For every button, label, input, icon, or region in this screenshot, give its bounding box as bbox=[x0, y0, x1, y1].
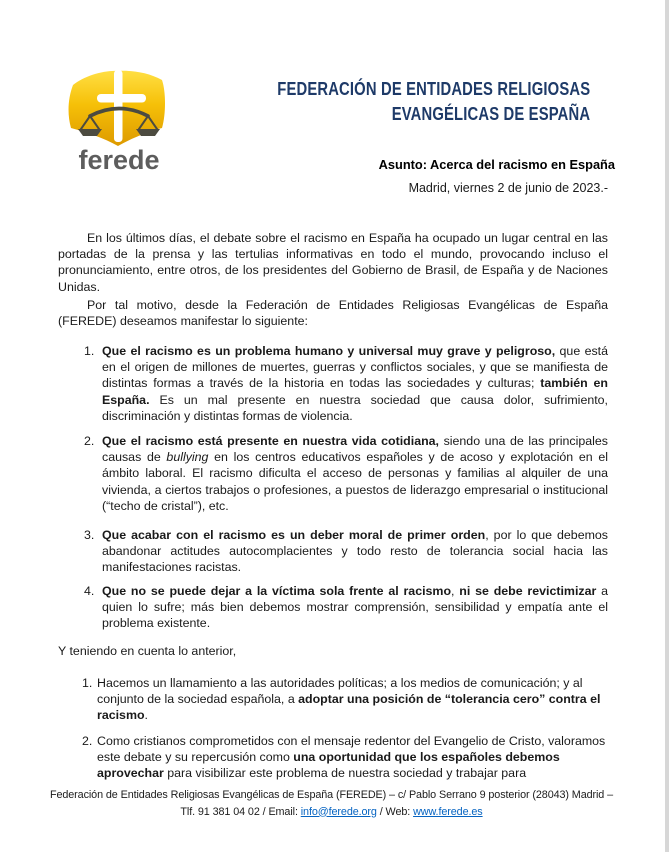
list-number: 2. bbox=[82, 734, 93, 748]
text-run: ni se debe revictimizar bbox=[459, 584, 597, 598]
list-item-text bbox=[97, 733, 608, 782]
text-run: , bbox=[451, 584, 460, 598]
list-b-item-2 bbox=[58, 733, 608, 782]
footer-contacts bbox=[0, 804, 663, 821]
website-link[interactable]: www.ferede.es bbox=[413, 805, 483, 818]
list-number: 2. bbox=[84, 434, 95, 448]
text-run: Hacemos un llamamiento a las autoridades políticas; a los medios de comunicación; y al conjunto de la sociedad española, a bbox=[97, 676, 583, 707]
list-a-item-1 bbox=[58, 343, 608, 424]
text-run: una oportunidad que los españoles debemos aprovechar bbox=[97, 750, 560, 781]
list-number: 4. bbox=[84, 584, 95, 598]
list-item-text bbox=[102, 343, 608, 424]
text-run: Como cristianos comprometidos con el mensaje redentor del Evangelio de Cristo, valoramos este debate y su repercusión como bbox=[97, 734, 606, 765]
transition-line: Y teniendo en cuenta lo anterior, bbox=[58, 644, 237, 658]
org-title bbox=[277, 76, 590, 126]
list-item-text bbox=[97, 675, 608, 724]
list-a-item-2 bbox=[58, 433, 608, 514]
text-run: Que acabar con el racismo es un deber moral de primer orden bbox=[102, 528, 486, 542]
page-footer bbox=[0, 787, 663, 820]
text-run: Que el racismo está presente en nuestra vida cotidiana, bbox=[102, 434, 439, 448]
text-run: a quien lo sufre; más bien debemos mostrar comprensión, sensibilidad y empatía ante el problema existente. bbox=[102, 584, 608, 631]
text-run: adoptar una posición de “tolerancia cero” contra el racismo bbox=[97, 692, 601, 723]
list-item-text bbox=[102, 433, 608, 514]
text-run: siendo una de las principales causas de bbox=[102, 434, 608, 465]
text-run: también en España. bbox=[102, 376, 608, 407]
text-run: en los centros educativos españoles y de acoso y explotación en el ámbito laboral. El racismo dificulta el acceso de personas y familias al alquiler de una vivienda, a ciertos trabajos o profesiones, a puestos de liderazgo empresarial o institucional (“techo de cristal”), etc. bbox=[102, 450, 608, 513]
text-run: / Web: bbox=[376, 805, 414, 818]
motive-paragraph: Por tal motivo, desde la Federación de Entidades Religiosas Evangélicas de España (FEREDE) deseamos manifestar lo siguiente: bbox=[58, 298, 608, 329]
logo-wordmark: ferede bbox=[78, 145, 160, 175]
list-item-text bbox=[102, 527, 608, 576]
list-item-text bbox=[102, 583, 608, 632]
list-a-item-4 bbox=[58, 583, 608, 632]
list-number: 1. bbox=[82, 676, 93, 690]
text-run: para visibilizar este problema de nuestra sociedad y trabajar para bbox=[163, 766, 527, 781]
subject-line: Asunto: Acerca del racismo en España bbox=[378, 157, 615, 172]
footer-address: Federación de Entidades Religiosas Evangélicas de España (FEREDE) – c/ Pablo Serrano 9 posterior (28043) Madrid – bbox=[49, 789, 614, 801]
intro-paragraph: En los últimos días, el debate sobre el racismo en España ha ocupado un lugar central en las portadas de la prensa y las tertulias informativas en todo el mundo, provocando incluso el pronunciamiento, entre otros, de los presidentes del Gobierno de Brasil, de España y de Naciones Unidas. bbox=[58, 231, 608, 294]
text-run: bullying bbox=[166, 450, 209, 465]
list-number: 3. bbox=[84, 528, 95, 542]
ferede-logo-graphic bbox=[60, 62, 172, 178]
text-run: Que no se puede dejar a la víctima sola frente al racismo bbox=[102, 584, 452, 598]
text-run: Tlf. 91 381 04 02 / Email: bbox=[180, 805, 301, 818]
org-title-line1: FEDERACIÓN DE ENTIDADES RELIGIOSAS bbox=[277, 78, 590, 99]
list-number: 1. bbox=[84, 344, 95, 358]
text-run: . bbox=[144, 708, 148, 723]
org-title-line2: EVANGÉLICAS DE ESPAÑA bbox=[391, 103, 590, 124]
date-line: Madrid, viernes 2 de junio de 2023.- bbox=[408, 181, 608, 195]
list-a-item-3 bbox=[58, 527, 608, 576]
list-b-item-1 bbox=[58, 675, 608, 724]
text-run: Que el racismo es un problema humano y universal muy grave y peligroso, bbox=[102, 344, 556, 358]
text-run: que está en el origen de millones de muertes, guerras y conflictos sociales, y que se manifiesta de distintas formas a través de la historia en todas las sociedades y culturas; bbox=[102, 344, 608, 391]
text-run: Es un mal presente en nuestra sociedad que causa dolor, sufrimiento, discriminación y distintas formas de violencia. bbox=[102, 392, 608, 423]
ferede-logo bbox=[60, 62, 172, 178]
email-link[interactable]: info@ferede.org bbox=[300, 805, 377, 818]
text-run: , por lo que debemos abandonar actitudes autocomplacientes y todo resto de tolerancia social hacia las manifestaciones racistas. bbox=[102, 528, 608, 575]
page-edge-strip bbox=[665, 0, 669, 852]
